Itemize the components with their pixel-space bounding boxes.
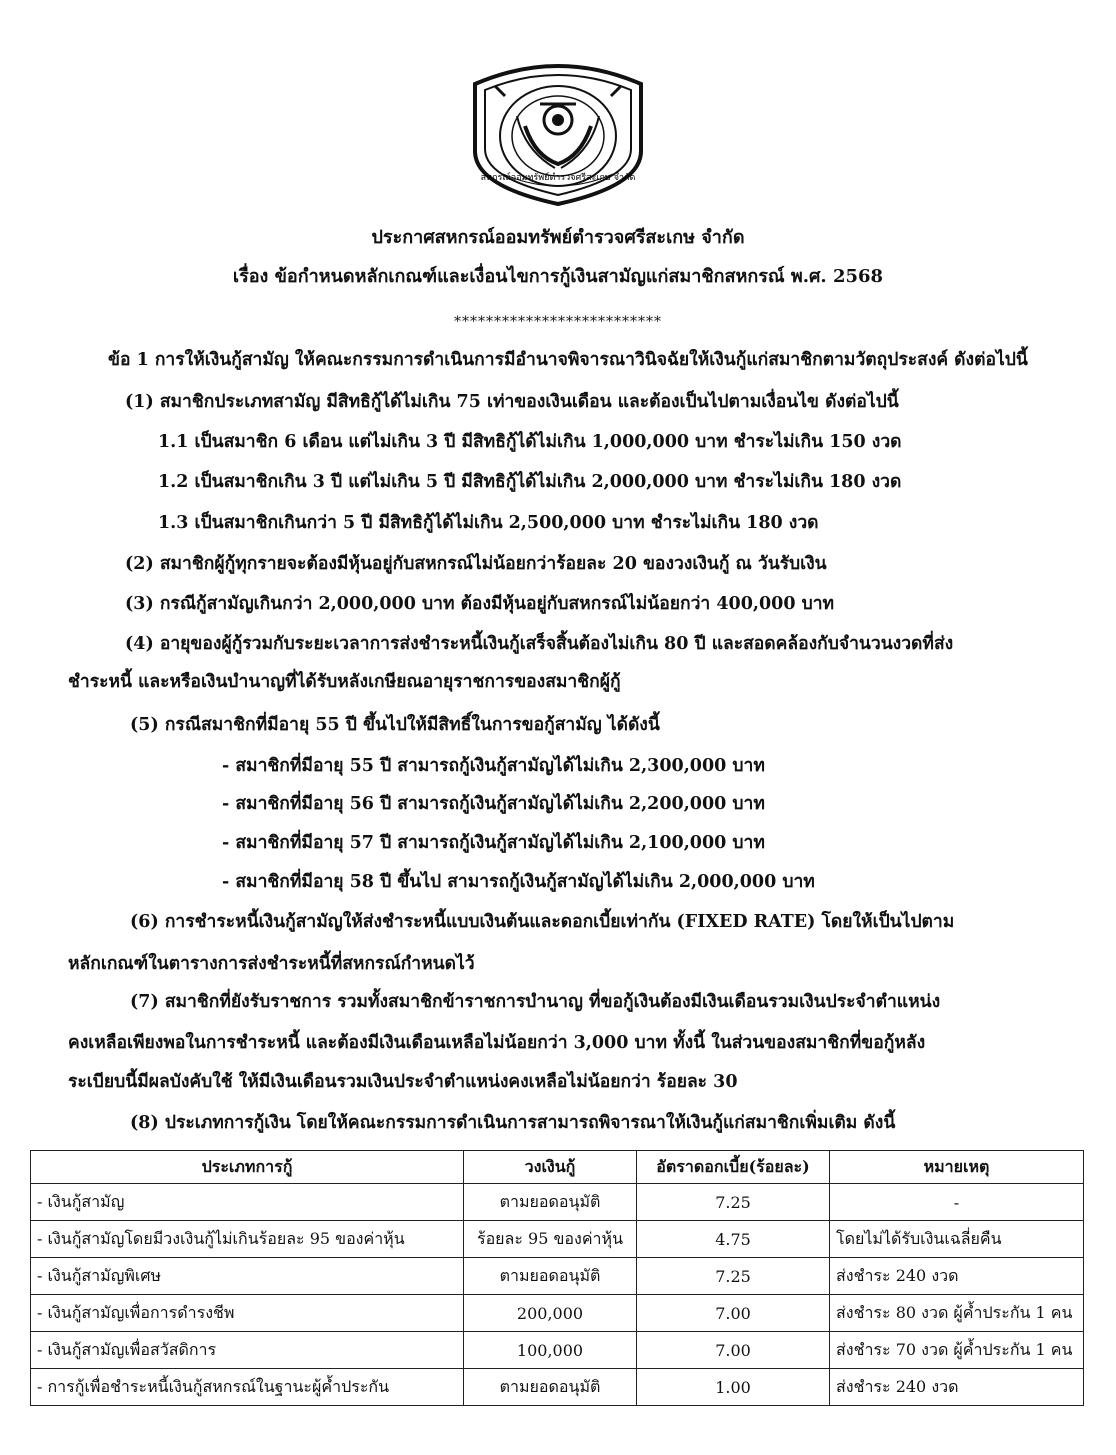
cell-loan-type: - การกู้เพื่อชำระหนี้เงินกู้สหกรณ์ในฐานะผู้ค้ำประกัน <box>31 1369 464 1406</box>
cell-loan-type: - เงินกู้สามัญเพื่อการดำรงชีพ <box>31 1295 464 1332</box>
header-interest-rate: อัตราดอกเบี้ย(ร้อยละ) <box>637 1151 830 1184</box>
clause-1-1: (1) สมาชิกประเภทสามัญ มีสิทธิกู้ได้ไม่เกิน 75 เท่าของเงินเดือน และต้องเป็นไปตามเงื่อนไข ดังต่อไปนี้ <box>125 392 899 412</box>
clause-1-1-2: 1.2 เป็นสมาชิกเกิน 3 ปี แต่ไม่เกิน 5 ปี มีสิทธิกู้ได้ไม่เกิน 2,000,000 บาท ชำระไม่เกิน 180 งวด <box>158 472 902 492</box>
table-row <box>31 1184 1084 1221</box>
header-loan-amount: วงเงินกู้ <box>464 1151 637 1184</box>
cell-remarks: - <box>830 1184 1084 1221</box>
clause-1-2: (2) สมาชิกผู้กู้ทุกรายจะต้องมีหุ้นอยู่กับสหกรณ์ไม่น้อยกว่าร้อยละ 20 ของวงเงินกู้ ณ วันรับเงิน <box>125 554 827 574</box>
table-row <box>31 1258 1084 1295</box>
clause-1-8: (8) ประเภทการกู้เงิน โดยให้คณะกรรมการดำเนินการสามารถพิจารณาให้เงินกู้แก่สมาชิกเพิ่มเติม ดังนี้ <box>130 1113 896 1133</box>
cell-interest-rate: 7.25 <box>637 1184 830 1221</box>
clause-1-1-1: 1.1 เป็นสมาชิก 6 เดือน แต่ไม่เกิน 3 ปี มีสิทธิกู้ได้ไม่เกิน 1,000,000 บาท ชำระไม่เกิน 150 งวด <box>158 432 902 452</box>
cell-loan-type: - เงินกู้สามัญโดยมีวงเงินกู้ไม่เกินร้อยละ 95 ของค่าหุ้น <box>31 1221 464 1258</box>
clause-1-5-age58: - สมาชิกที่มีอายุ 58 ปี ขึ้นไป สามารถกู้เงินกู้สามัญได้ไม่เกิน 2,000,000 บาท <box>222 872 815 892</box>
table-row <box>31 1332 1084 1369</box>
cell-loan-type: - เงินกู้สามัญ <box>31 1184 464 1221</box>
announcement-subject: เรื่อง ข้อกำหนดหลักเกณฑ์และเงื่อนไขการกู้เงินสามัญแก่สมาชิกสหกรณ์ พ.ศ. 2568 <box>232 266 884 287</box>
table-row <box>31 1295 1084 1332</box>
cell-interest-rate: 7.00 <box>637 1295 830 1332</box>
cell-loan-type: - เงินกู้สามัญเพื่อสวัสดิการ <box>31 1332 464 1369</box>
table-row <box>31 1221 1084 1258</box>
cell-loan-amount: ตามยอดอนุมัติ <box>464 1369 637 1406</box>
table-header-row <box>31 1151 1084 1184</box>
clause-1-7b: คงเหลือเพียงพอในการชำระหนี้ และต้องมีเงินเดือนเหลือไม่น้อยกว่า 3,000 บาท ทั้งนี้ ในส่วนของสมาชิกที่ขอกู้หลัง <box>68 1033 926 1053</box>
cell-remarks: ส่งชำระ 70 งวด ผู้ค้ำประกัน 1 คน <box>830 1332 1084 1369</box>
loan-types-table <box>30 1150 1084 1406</box>
cell-loan-amount: 200,000 <box>464 1295 637 1332</box>
clause-1-5: (5) กรณีสมาชิกที่มีอายุ 55 ปี ขึ้นไปให้มีสิทธิ์ในการขอกู้สามัญ ได้ดังนี้ <box>130 715 660 735</box>
header-remarks: หมายเหตุ <box>830 1151 1084 1184</box>
title-separator: ************************** <box>454 314 662 330</box>
clause-1-intro: ข้อ 1 การให้เงินกู้สามัญ ให้คณะกรรมการดำเนินการมีอำนาจพิจารณาวินิจฉัยให้เงินกู้แก่สมาชิกตามวัตถุประสงค์ ดังต่อไปนี้ <box>108 350 1028 370</box>
cell-remarks: โดยไม่ได้รับเงินเฉลี่ยคืน <box>830 1221 1084 1258</box>
cell-loan-amount: ร้อยละ 95 ของค่าหุ้น <box>464 1221 637 1258</box>
seal-text: สหกรณ์ออมทรัพย์ตำรวจศรีสะเกษ จำกัด <box>480 173 636 183</box>
cooperative-seal-logo <box>455 56 661 206</box>
clause-1-7c: ระเบียบนี้มีผลบังคับใช้ ให้มีเงินเดือนรวมเงินประจำตำแหน่งคงเหลือไม่น้อยกว่า ร้อยละ 30 <box>68 1072 738 1092</box>
cell-interest-rate: 1.00 <box>637 1369 830 1406</box>
clause-1-3: (3) กรณีกู้สามัญเกินกว่า 2,000,000 บาท ต้องมีหุ้นอยู่กับสหกรณ์ไม่น้อยกว่า 400,000 บาท <box>125 594 835 614</box>
cell-remarks: ส่งชำระ 240 งวด <box>830 1369 1084 1406</box>
cell-loan-amount: ตามยอดอนุมัติ <box>464 1258 637 1295</box>
cell-loan-type: - เงินกู้สามัญพิเศษ <box>31 1258 464 1295</box>
clause-1-6b: หลักเกณฑ์ในตารางการส่งชำระหนี้ที่สหกรณ์กำหนดไว้ <box>68 954 475 974</box>
clause-1-5-age55: - สมาชิกที่มีอายุ 55 ปี สามารถกู้เงินกู้สามัญได้ไม่เกิน 2,300,000 บาท <box>222 756 765 776</box>
cell-remarks: ส่งชำระ 240 งวด <box>830 1258 1084 1295</box>
announcement-title: ประกาศสหกรณ์ออมทรัพย์ตำรวจศรีสะเกษ จำกัด <box>371 227 745 248</box>
cell-interest-rate: 7.00 <box>637 1332 830 1369</box>
cell-loan-amount: 100,000 <box>464 1332 637 1369</box>
clause-1-7a: (7) สมาชิกที่ยังรับราชการ รวมทั้งสมาชิกข้าราชการบำนาญ ที่ขอกู้เงินต้องมีเงินเดือนรวมเงินประจำตำแหน่ง <box>130 992 941 1012</box>
header-loan-type: ประเภทการกู้ <box>31 1151 464 1184</box>
table-row <box>31 1369 1084 1406</box>
cell-loan-amount: ตามยอดอนุมัติ <box>464 1184 637 1221</box>
clause-1-4a: (4) อายุของผู้กู้รวมกับระยะเวลาการส่งชำระหนี้เงินกู้เสร็จสิ้นต้องไม่เกิน 80 ปี และสอดคล้องกับจำนวนงวดที่ส่ง <box>125 634 954 654</box>
cell-interest-rate: 7.25 <box>637 1258 830 1295</box>
clause-1-5-age56: - สมาชิกที่มีอายุ 56 ปี สามารถกู้เงินกู้สามัญได้ไม่เกิน 2,200,000 บาท <box>222 794 765 814</box>
cell-remarks: ส่งชำระ 80 งวด ผู้ค้ำประกัน 1 คน <box>830 1295 1084 1332</box>
cell-interest-rate: 4.75 <box>637 1221 830 1258</box>
clause-1-1-3: 1.3 เป็นสมาชิกเกินกว่า 5 ปี มีสิทธิกู้ได้ไม่เกิน 2,500,000 บาท ชำระไม่เกิน 180 งวด <box>158 513 819 533</box>
clause-1-4b: ชำระหนี้ และหรือเงินบำนาญที่ได้รับหลังเกษียณอายุราชการของสมาชิกผู้กู้ <box>68 672 621 692</box>
clause-1-5-age57: - สมาชิกที่มีอายุ 57 ปี สามารถกู้เงินกู้สามัญได้ไม่เกิน 2,100,000 บาท <box>222 833 765 853</box>
clause-1-6a: (6) การชำระหนี้เงินกู้สามัญให้ส่งชำระหนี้แบบเงินต้นและดอกเบี้ยเท่ากัน (FIXED RATE) โดยให้เป็นไปตาม <box>130 912 955 932</box>
